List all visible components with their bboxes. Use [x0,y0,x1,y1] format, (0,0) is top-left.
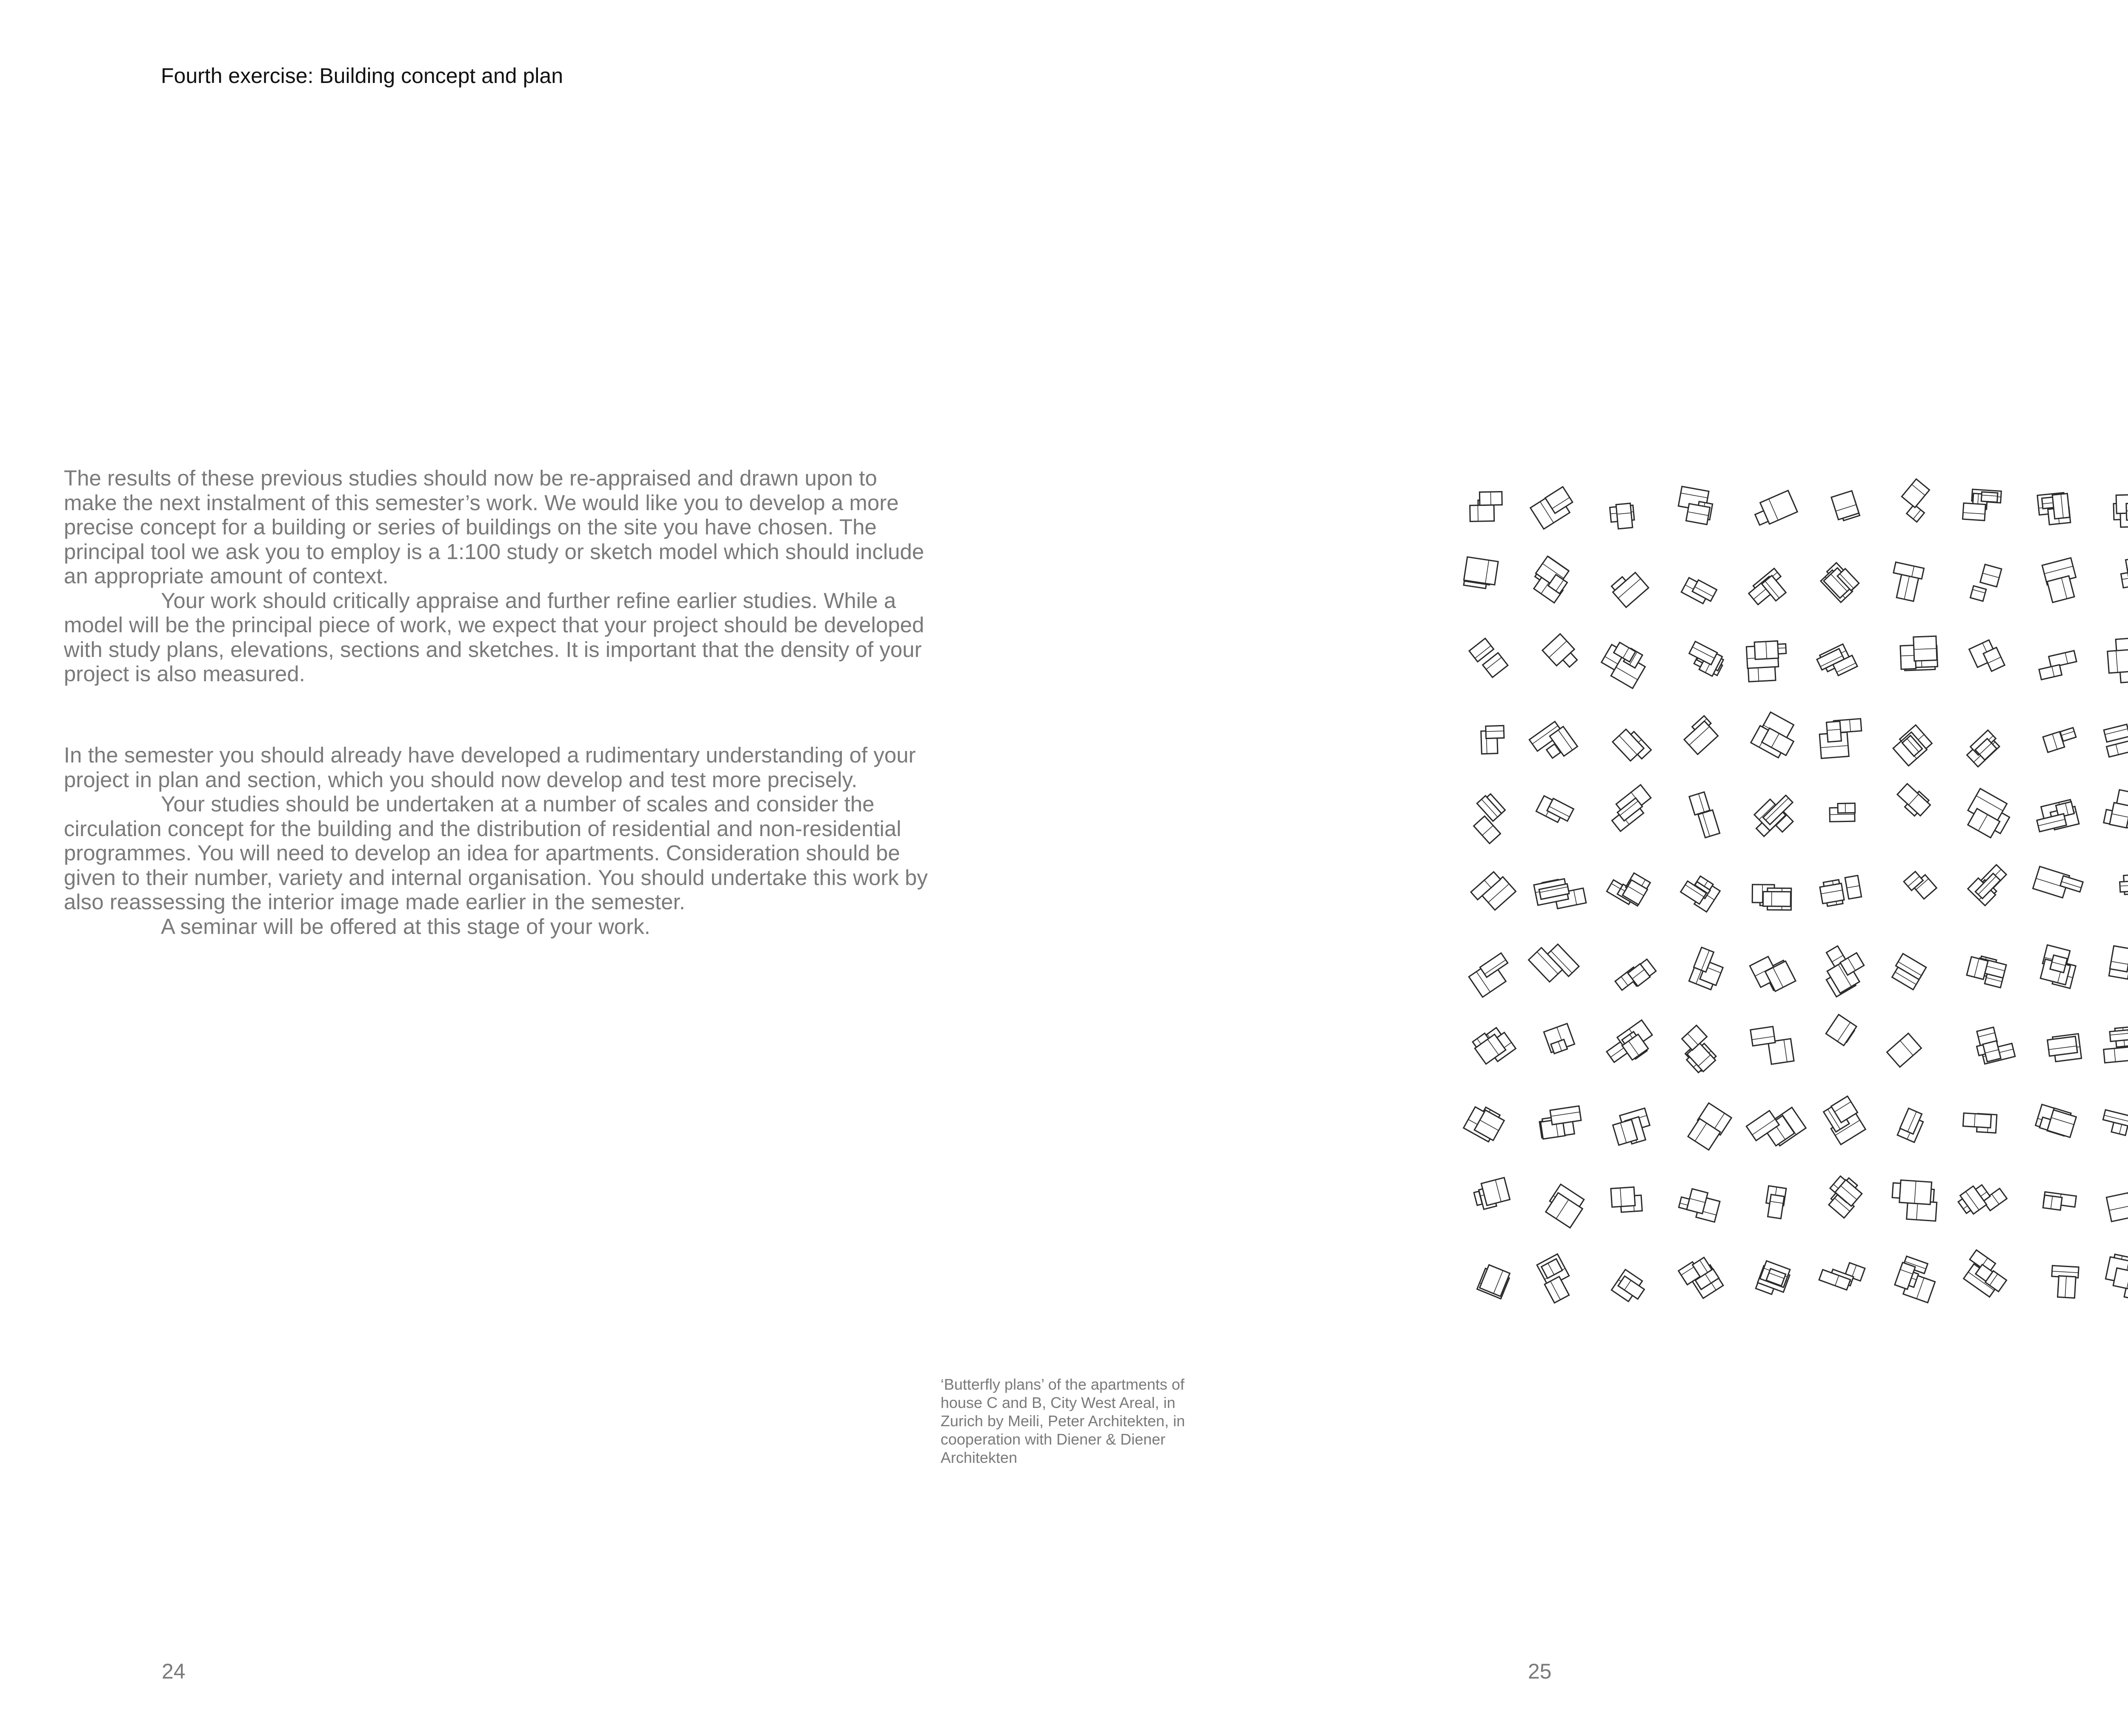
apartment-plan [2042,558,2080,602]
apartment-plan [1895,479,1937,522]
plan-room [1750,1027,1775,1046]
apartment-plan [1887,1034,1921,1067]
page-number-left: 24 [162,1659,186,1683]
apartment-plan [1470,492,1502,522]
apartment-plan [1962,788,2015,841]
apartment-plan [1756,1261,1792,1298]
apartment-plan [2034,799,2079,834]
apartment-plan [1544,1184,1587,1228]
plan-partition [1490,492,1491,505]
apartment-plan [2103,1253,2128,1300]
plan-room [1470,505,1494,522]
apartment-plan [1674,1025,1722,1074]
apartment-plan [1681,576,1716,606]
apartment-plan [2113,494,2128,528]
plan-room [2047,576,2074,602]
apartment-plan [1891,725,1933,766]
apartment-plan [2036,651,2079,680]
apartment-plan [1819,1255,1865,1293]
apartment-plan [1464,792,1515,843]
apartment-plan [1826,1014,1857,1046]
apartment-plan [2033,866,2083,902]
apartment-plan [1529,938,1579,988]
apartment-plan [1603,1020,1658,1070]
apartment-plan [1904,868,1936,901]
apartment-plan [1679,872,1721,912]
apartment-plan [1962,489,2001,522]
apartment-plan [1471,1024,1516,1068]
apartment-plan [2107,637,2128,683]
plan-room [1962,503,1985,520]
apartment-plan [1687,1103,1731,1151]
apartment-plan [2101,1110,2128,1136]
apartment-plan [1900,636,1938,671]
apartment-plan [1956,1174,2007,1223]
apartment-plan [1894,782,1932,819]
plan-room [1826,721,1841,742]
apartment-plan [1688,947,1727,991]
butterfly-plans-grid-icon [1451,468,2128,1315]
apartment-plan [1544,1024,1575,1055]
plan-room [1845,876,1862,899]
plan-room [1838,803,1855,813]
apartment-plan [1748,789,1802,843]
butterfly-plans-figure [1451,468,2128,1315]
plan-room [1616,503,1633,529]
apartment-plan [1821,1096,1868,1145]
apartment-plan [2043,728,2078,753]
plan-room [1893,562,1924,579]
apartment-plan [1528,556,1574,603]
apartment-plan [1611,1270,1647,1305]
apartment-plan [1750,1024,1794,1066]
apartment-plan [1831,491,1860,522]
apartment-plan [2035,1104,2077,1138]
plan-room [2039,665,2062,680]
apartment-plan [1613,726,1651,765]
apartment-plan [1609,568,1648,607]
apartment-plan [1469,638,1508,679]
plan-room [1474,816,1501,843]
text-block-intro [64,466,932,686]
apartment-plan [1685,642,1726,678]
apartment-plan [1814,939,1871,997]
apartment-plan [1535,1254,1577,1303]
apartment-plan [1468,953,1516,997]
apartment-plan [1893,1256,1940,1302]
apartment-plan [1965,730,2002,767]
plan-room [1689,642,1717,665]
apartment-plan [1463,557,1498,590]
apartment-plan [1963,1113,1997,1133]
paragraph: A seminar will be offered at this stage of your work. [161,914,650,939]
plan-room [1970,586,1986,601]
apartment-plan [1752,885,1791,910]
apartment-plan [1534,875,1586,912]
plan-room [1611,1187,1635,1207]
plan-room [1550,1106,1581,1125]
plan-room [1483,653,1508,677]
apartment-plan [1891,1179,1938,1221]
plan-room [1763,891,1791,906]
paragraph: Your studies should be undertaken at a number of scales and consider the circulation concept for the building and the distribution of residential and non-residential programmes. You will need to develop an idea for apartments. Consideration should be given to their number, variety and internal organisation. You should undertake this work by also reassessing the interior image made earlier in the semester. [64,792,928,914]
apartment-plan [2108,946,2128,979]
apartment-plan [1598,639,1650,688]
apartment-plan [1679,1255,1724,1302]
apartment-plan [1890,954,1926,990]
plan-room [2126,503,2128,520]
paragraph: The results of these previous studies should now be re-appraised and drawn upon to make the next instalment of this semester’s work. We would like you to develop a more precise concept for a building or series of buildings on the site you have chosen. The principal tool we ask you to employ is a 1:100 study or sketch model which should include an appropriate amount of context. [64,466,924,588]
plan-room [1486,725,1504,738]
apartment-plan [2102,720,2128,760]
apartment-plan [1676,486,1715,525]
plan-room [1684,721,1718,754]
apartment-plan [1746,1099,1806,1155]
plan-room [2104,724,2128,742]
apartment-plan [1969,639,2005,676]
apartment-plan [1611,1108,1653,1148]
apartment-plan [1536,794,1573,826]
apartment-plan [1821,1173,1866,1218]
page-title: Fourth exercise: Building concept and plan [161,64,563,88]
apartment-plan [2038,945,2079,988]
plan-partition [1830,814,1855,815]
apartment-plan [1751,491,1797,528]
apartment-plan [1819,561,1860,602]
plan-room [1768,1194,1784,1219]
apartment-plan [1542,634,1581,673]
apartment-plan [2104,788,2128,831]
plan-room [2110,1030,2128,1041]
apartment-plan [1816,642,1857,681]
plan-room [1613,573,1649,608]
plan-room [1686,504,1710,525]
apartment-plan [1747,568,1790,611]
text-block-semester [64,743,932,939]
apartment-plan [1819,719,1863,758]
apartment-plan [1689,791,1720,839]
plan-room [1477,796,1502,821]
apartment-plan [1819,876,1862,907]
apartment-plan [2051,1265,2079,1298]
plan-room [1967,957,1988,979]
apartment-plan [1888,562,1924,602]
apartment-plan [1959,1250,2011,1299]
apartment-plan [1966,954,2007,988]
plan-room [1464,557,1498,585]
apartment-plan [1605,785,1655,831]
apartment-plan [1746,640,1788,682]
apartment-plan [1968,862,2011,905]
apartment-plan [1607,866,1651,909]
paragraph: In the semester you should already have developed a rudimentary understanding of your project in plan and section, which you should now develop and test more precisely. [64,743,916,792]
apartment-plan [1751,711,1801,760]
apartment-plan [2119,874,2128,904]
apartment-plan [1615,958,1656,995]
plan-room [1981,492,1998,502]
apartment-plan [2106,1189,2128,1222]
apartment-plan [1677,1187,1721,1222]
apartment-plan [2047,1034,2082,1062]
apartment-plan [1481,725,1504,754]
plan-room [1902,479,1929,508]
apartment-plan [1471,869,1516,914]
plan-room [1469,638,1494,662]
apartment-plan [1682,716,1721,754]
apartment-plan [1472,1178,1510,1211]
apartment-plan [1970,563,2001,604]
apartment-plan [1973,1024,2015,1065]
plan-room [1963,1113,1991,1128]
apartment-plan [1530,487,1576,529]
apartment-plan [1750,951,1796,996]
page-number-right: 25 [1528,1659,1552,1683]
paragraph: Your work should critically appraise and further refine earlier studies. While a model will be the principal piece of work, we expect that your project should be developed with study plans, elevations, sections and sketches. It is important that the density of your project is also measured. [64,588,924,686]
plan-room [2049,651,2077,667]
apartment-plan [1477,1264,1511,1299]
apartment-plan [2102,1027,2128,1063]
figure-caption: ‘Butterfly plans’ of the apartments of house C and B, City West Areal, in Zurich by Meili, Peter Architekten, in cooperation with Diener & Diener Architekten [941,1376,1185,1466]
apartment-plan [1610,503,1635,529]
apartment-plan [1764,1186,1786,1219]
plan-room [1689,792,1710,815]
apartment-plan [1611,1187,1642,1213]
apartment-plan [1538,1106,1583,1139]
apartment-plan [2043,1192,2077,1212]
apartment-plan [2037,492,2071,525]
apartment-plan [1464,1102,1506,1143]
plan-room [2104,1047,2128,1062]
plan-room [1887,1034,1921,1067]
apartment-plan [1529,719,1577,767]
apartment-plan [1830,803,1855,822]
plan-room [2058,1276,2076,1298]
plan-room [2110,946,2128,972]
plan-room [1826,1014,1856,1045]
apartment-plan [1897,1108,1926,1142]
apartment-plan [2119,557,2128,588]
